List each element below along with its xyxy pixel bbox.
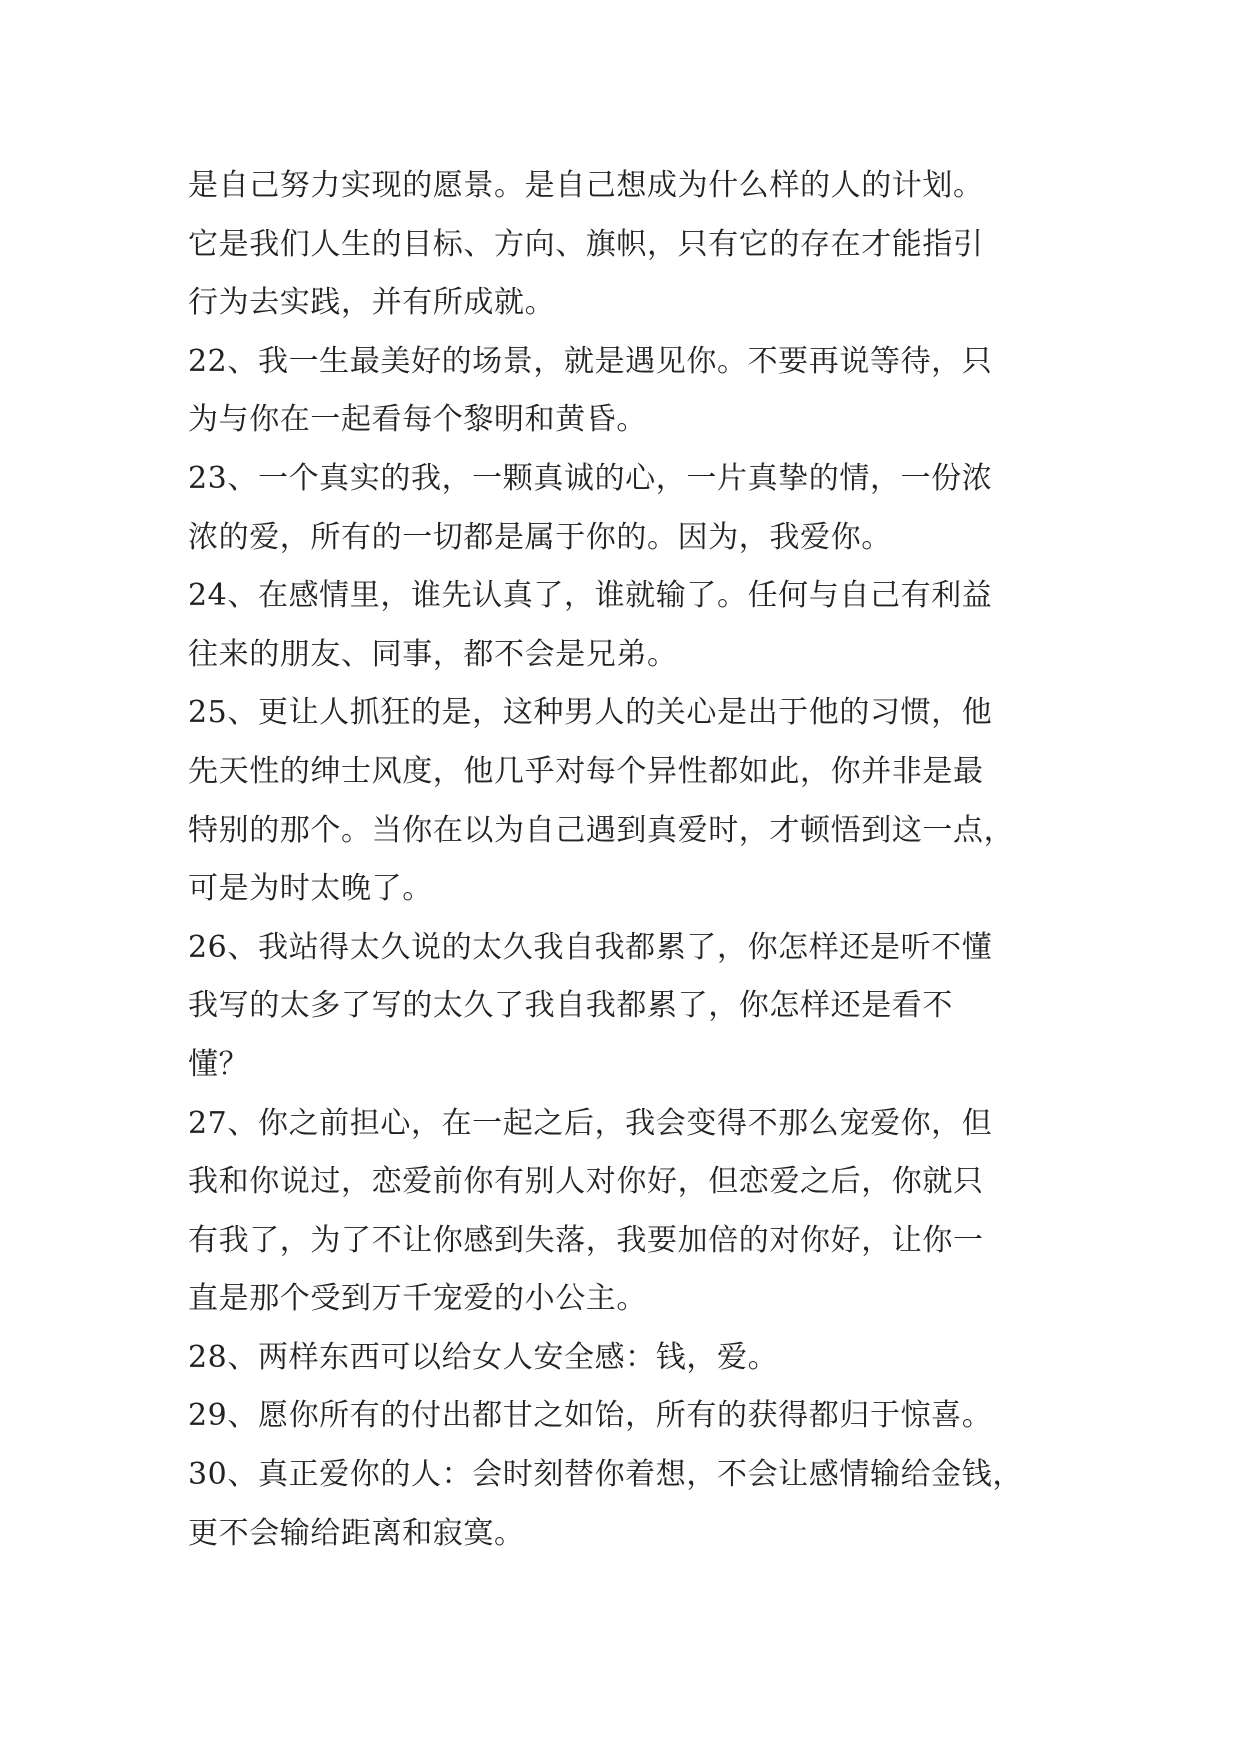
text-line: 22、我一生最美好的场景，就是遇见你。不要再说等待，只 bbox=[188, 343, 993, 379]
text-line: 25、更让人抓狂的是，这种男人的关心是出于他的习惯，他 bbox=[188, 695, 993, 731]
text-line: 特别的那个。当你在以为自己遇到真爱时，才顿悟到这一点， bbox=[188, 812, 1015, 848]
text-line: 是自己努力实现的愿景。是自己想成为什么样的人的计划。 bbox=[188, 168, 984, 203]
text-line: 浓的爱，所有的一切都是属于你的。因为，我爱你。 bbox=[188, 519, 892, 555]
body-text bbox=[188, 157, 1088, 1563]
text-line: 我写的太多了写的太久了我自我都累了，你怎样还是看不 bbox=[188, 988, 953, 1024]
text-line: 27、你之前担心，在一起之后，我会变得不那么宠爱你，但 bbox=[188, 1105, 993, 1141]
text-line: 为与你在一起看每个黎明和黄昏。 bbox=[188, 402, 647, 438]
text-line: 它是我们人生的目标、方向、旗帜，只有它的存在才能指引 bbox=[188, 226, 984, 262]
text-line: 直是那个受到万千宠爱的小公主。 bbox=[188, 1281, 647, 1317]
text-line: 行为去实践，并有所成就。 bbox=[188, 285, 556, 321]
text-line: 26、我站得太久说的太久我自我都累了，你怎样还是听不懂 bbox=[188, 929, 993, 965]
text-line: 30、真正爱你的人：会时刻替你着想，不会让感情输给金钱， bbox=[188, 1457, 1023, 1493]
text-line: 我和你说过，恋爱前你有别人对你好，但恋爱之后，你就只 bbox=[188, 1164, 984, 1200]
text-line: 往来的朋友、同事，都不会是兄弟。 bbox=[188, 636, 678, 672]
text-line: 有我了，为了不让你感到失落，我要加倍的对你好，让你一 bbox=[188, 1222, 984, 1258]
text-line: 更不会输给距离和寂寞。 bbox=[188, 1515, 525, 1551]
text-line: 懂？ bbox=[188, 1046, 250, 1082]
text-line: 23、一个真实的我，一颗真诚的心，一片真挚的情，一份浓 bbox=[188, 460, 993, 496]
text-line: 28、两样东西可以给女人安全感：钱，爱。 bbox=[188, 1339, 779, 1375]
text-line: 先天性的绅士风度，他几乎对每个异性都如此，你并非是最 bbox=[188, 753, 984, 789]
text-line: 29、愿你所有的付出都甘之如饴，所有的获得都归于惊喜。 bbox=[188, 1398, 993, 1434]
text-line: 24、在感情里，谁先认真了，谁就输了。任何与自己有利益 bbox=[188, 578, 993, 614]
text-line: 可是为时太晚了。 bbox=[188, 871, 433, 907]
